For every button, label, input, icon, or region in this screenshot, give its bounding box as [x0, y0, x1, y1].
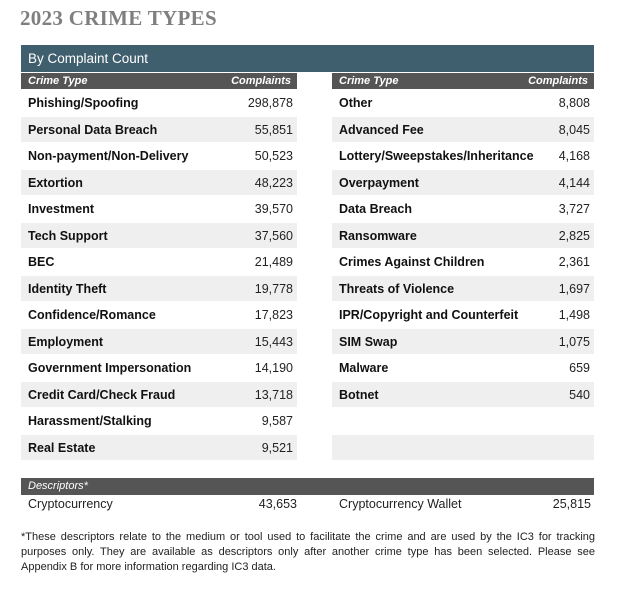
column-header-left — [21, 73, 297, 89]
crime-type-name: Advanced Fee — [339, 122, 424, 137]
crime-list-right — [332, 90, 594, 461]
complaint-count: 13,718 — [254, 387, 293, 402]
complaint-count: 48,223 — [254, 175, 293, 190]
complaint-count: 1,498 — [558, 308, 590, 322]
complaint-count: 1,697 — [558, 281, 590, 296]
descriptor-count: 25,815 — [552, 497, 591, 511]
table-row — [21, 302, 297, 329]
table-row — [21, 117, 297, 144]
table-row — [332, 382, 594, 409]
complaint-count: 298,878 — [247, 96, 293, 110]
table-row — [21, 408, 297, 435]
complaint-count: 8,808 — [558, 96, 590, 110]
table-row — [332, 249, 594, 276]
table-row — [332, 355, 594, 382]
complaint-count: 659 — [569, 361, 590, 375]
complaint-count: 21,489 — [254, 255, 293, 269]
table-row — [21, 355, 297, 382]
column-header-complaints: Complaints — [231, 75, 291, 87]
page-title: 2023 CRIME TYPES — [20, 6, 217, 30]
column-header-complaints: Complaints — [528, 75, 588, 87]
table-row — [332, 196, 594, 223]
table-row — [332, 408, 594, 435]
complaint-count: 17,823 — [254, 308, 293, 322]
descriptor-name: Cryptocurrency — [28, 497, 113, 511]
table-row — [332, 435, 594, 462]
crime-type-name: Malware — [339, 361, 389, 375]
complaint-count: 4,168 — [558, 149, 590, 163]
complaint-count: 2,825 — [558, 228, 590, 243]
footnote: *These descriptors relate to the medium or tool used to facilitate the crime and are used by the IC3 for tracking purposes only. They are available as descriptors only after another crime type has been selected. Please see Appendix B for more information regarding IC3 data. — [21, 531, 595, 574]
table-row — [21, 276, 297, 303]
complaint-count: 39,570 — [254, 202, 293, 216]
table-row — [332, 170, 594, 197]
crime-type-name: SIM Swap — [339, 334, 398, 349]
complaint-count: 55,851 — [254, 122, 293, 137]
descriptors-header: Descriptors* — [21, 478, 594, 495]
complaint-count: 2,361 — [558, 255, 590, 269]
complaint-count: 14,190 — [254, 361, 293, 375]
column-header-crime-type: Crime Type — [339, 75, 399, 87]
crime-type-name: Identity Theft — [28, 281, 107, 296]
descriptor-count: 43,653 — [258, 497, 297, 511]
table-row — [332, 329, 594, 356]
column-header-right — [332, 73, 594, 89]
table-row — [21, 196, 297, 223]
crime-type-name: Data Breach — [339, 202, 412, 216]
crime-type-name: Other — [339, 96, 373, 110]
complaint-count: 19,778 — [254, 281, 293, 296]
table-header: By Complaint Count — [21, 45, 594, 72]
crime-type-name: Employment — [28, 334, 104, 349]
crime-type-name: Threats of Violence — [339, 281, 455, 296]
table-row — [332, 276, 594, 303]
table-row — [332, 302, 594, 329]
crime-type-name: IPR/Copyright and Counterfeit — [339, 308, 519, 322]
complaint-count: 3,727 — [558, 202, 590, 216]
crime-type-name: Crimes Against Children — [339, 255, 485, 269]
crime-type-name: Real Estate — [28, 440, 96, 455]
table-row — [21, 382, 297, 409]
table-row — [21, 249, 297, 276]
complaint-count: 37,560 — [254, 228, 293, 243]
table-row — [332, 90, 594, 117]
table-row — [21, 170, 297, 197]
crime-type-name: Credit Card/Check Fraud — [28, 387, 176, 402]
complaint-count: 50,523 — [254, 149, 293, 163]
crime-type-name: Non-payment/Non-Delivery — [28, 149, 189, 163]
crime-type-name: Government Impersonation — [28, 361, 192, 375]
table-row — [332, 143, 594, 170]
complaint-count: 15,443 — [254, 334, 293, 349]
crime-type-name: Lottery/Sweepstakes/Inheritance — [339, 149, 534, 163]
crime-type-name: Personal Data Breach — [28, 122, 158, 137]
column-header-crime-type: Crime Type — [28, 75, 88, 87]
crime-type-name: Harassment/Stalking — [28, 414, 152, 428]
table-row — [21, 329, 297, 356]
crime-type-name: BEC — [28, 255, 55, 269]
table-row — [21, 143, 297, 170]
crime-type-name: Tech Support — [28, 228, 108, 243]
crime-list-left — [21, 90, 297, 461]
crime-type-name: Ransomware — [339, 228, 417, 243]
descriptor-name: Cryptocurrency Wallet — [339, 497, 462, 511]
crime-type-name: Investment — [28, 202, 94, 216]
table-row — [21, 435, 297, 462]
table-row — [21, 223, 297, 250]
crime-type-name: Confidence/Romance — [28, 308, 156, 322]
table-row — [21, 90, 297, 117]
crime-type-name: Extortion — [28, 175, 83, 190]
table-row — [332, 117, 594, 144]
complaint-count: 4,144 — [558, 175, 590, 190]
complaint-count: 1,075 — [558, 334, 590, 349]
complaint-count: 9,521 — [261, 440, 293, 455]
complaint-count: 540 — [569, 387, 590, 402]
complaint-count: 8,045 — [558, 122, 590, 137]
crime-type-name: Phishing/Spoofing — [28, 96, 139, 110]
crime-type-name: Overpayment — [339, 175, 419, 190]
complaint-count: 9,587 — [261, 414, 293, 428]
table-row — [332, 223, 594, 250]
crime-type-name: Botnet — [339, 387, 379, 402]
